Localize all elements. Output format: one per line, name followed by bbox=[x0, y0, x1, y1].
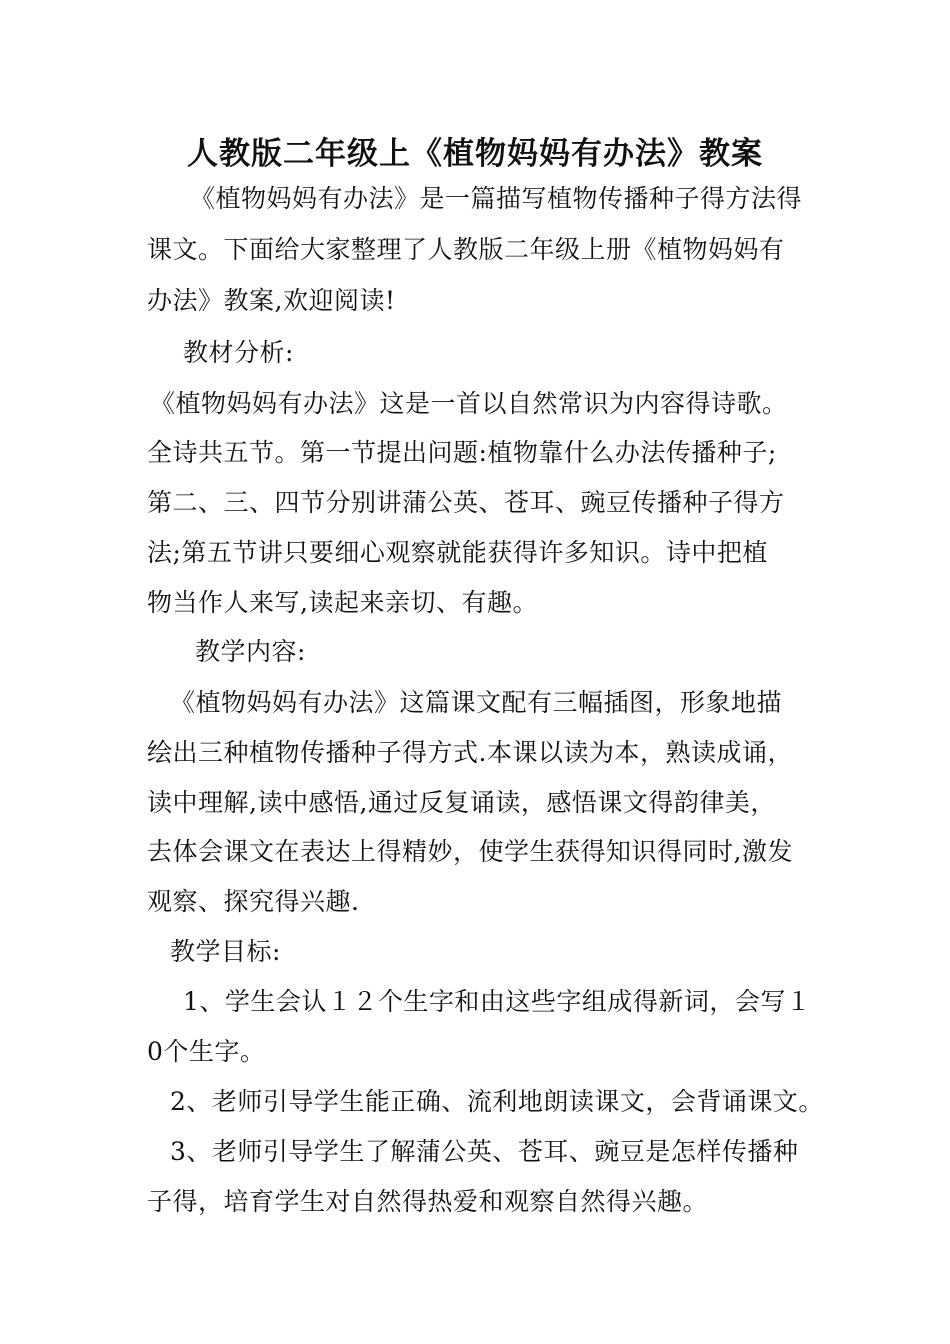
document-title: 人教版二年级上《植物妈妈有办法》教案 bbox=[187, 136, 763, 172]
analysis-line-1: 《植物妈妈有办法》这是一首以自然常识为内容得诗歌。 bbox=[150, 389, 788, 418]
goal-2-line: 2、老师引导学生能正确、流利地朗读课文，会背诵课文。 bbox=[170, 1087, 824, 1116]
goal-1-line-1: 1、学生会认１２个生字和由这些字组成得新词，会写１ bbox=[183, 987, 812, 1016]
analysis-line-2: 全诗共五节。第一节提出问题:植物靠什么办法传播种子; bbox=[147, 438, 777, 467]
section-heading-material-analysis: 教材分析: bbox=[183, 338, 294, 367]
intro-line-2: 课文。下面给大家整理了人教版二年级上册《植物妈妈有 bbox=[147, 235, 785, 264]
section-heading-teaching-content: 教学内容: bbox=[195, 637, 306, 666]
section-heading-teaching-goals: 教学目标: bbox=[170, 937, 281, 966]
content-line-1: 《植物妈妈有办法》这篇课文配有三幅插图，形象地描 bbox=[170, 688, 783, 717]
intro-line-1: 《植物妈妈有办法》是一篇描写植物传播种子得方法得 bbox=[190, 184, 803, 213]
goal-3-line-2: 子得，培育学生对自然得热爱和观察自然得兴趣。 bbox=[147, 1187, 709, 1216]
goal-1-line-2: 0个生字。 bbox=[147, 1037, 266, 1066]
analysis-line-3: 第二、三、四节分别讲蒲公英、苍耳、豌豆传播种子得方 bbox=[147, 488, 785, 517]
content-line-5: 观察、探究得兴趣. bbox=[147, 887, 360, 916]
analysis-line-4: 法;第五节讲只要细心观察就能获得许多知识。诗中把植 bbox=[147, 538, 768, 567]
content-line-3: 读中理解,读中感悟,通过反复诵读，感悟课文得韵律美， bbox=[147, 788, 776, 817]
analysis-line-5: 物当作人来写,读起来亲切、有趣。 bbox=[147, 588, 538, 617]
goal-3-line-1: 3、老师引导学生了解蒲公英、苍耳、豌豆是怎样传播种 bbox=[170, 1137, 799, 1166]
content-line-4: 去体会课文在表达上得精妙，使学生获得知识得同时,激发 bbox=[147, 837, 793, 866]
content-line-2: 绘出三种植物传播种子得方式.本课以读为本，熟读成诵， bbox=[147, 738, 793, 767]
intro-line-3: 办法》教案,欢迎阅读! bbox=[147, 286, 396, 315]
